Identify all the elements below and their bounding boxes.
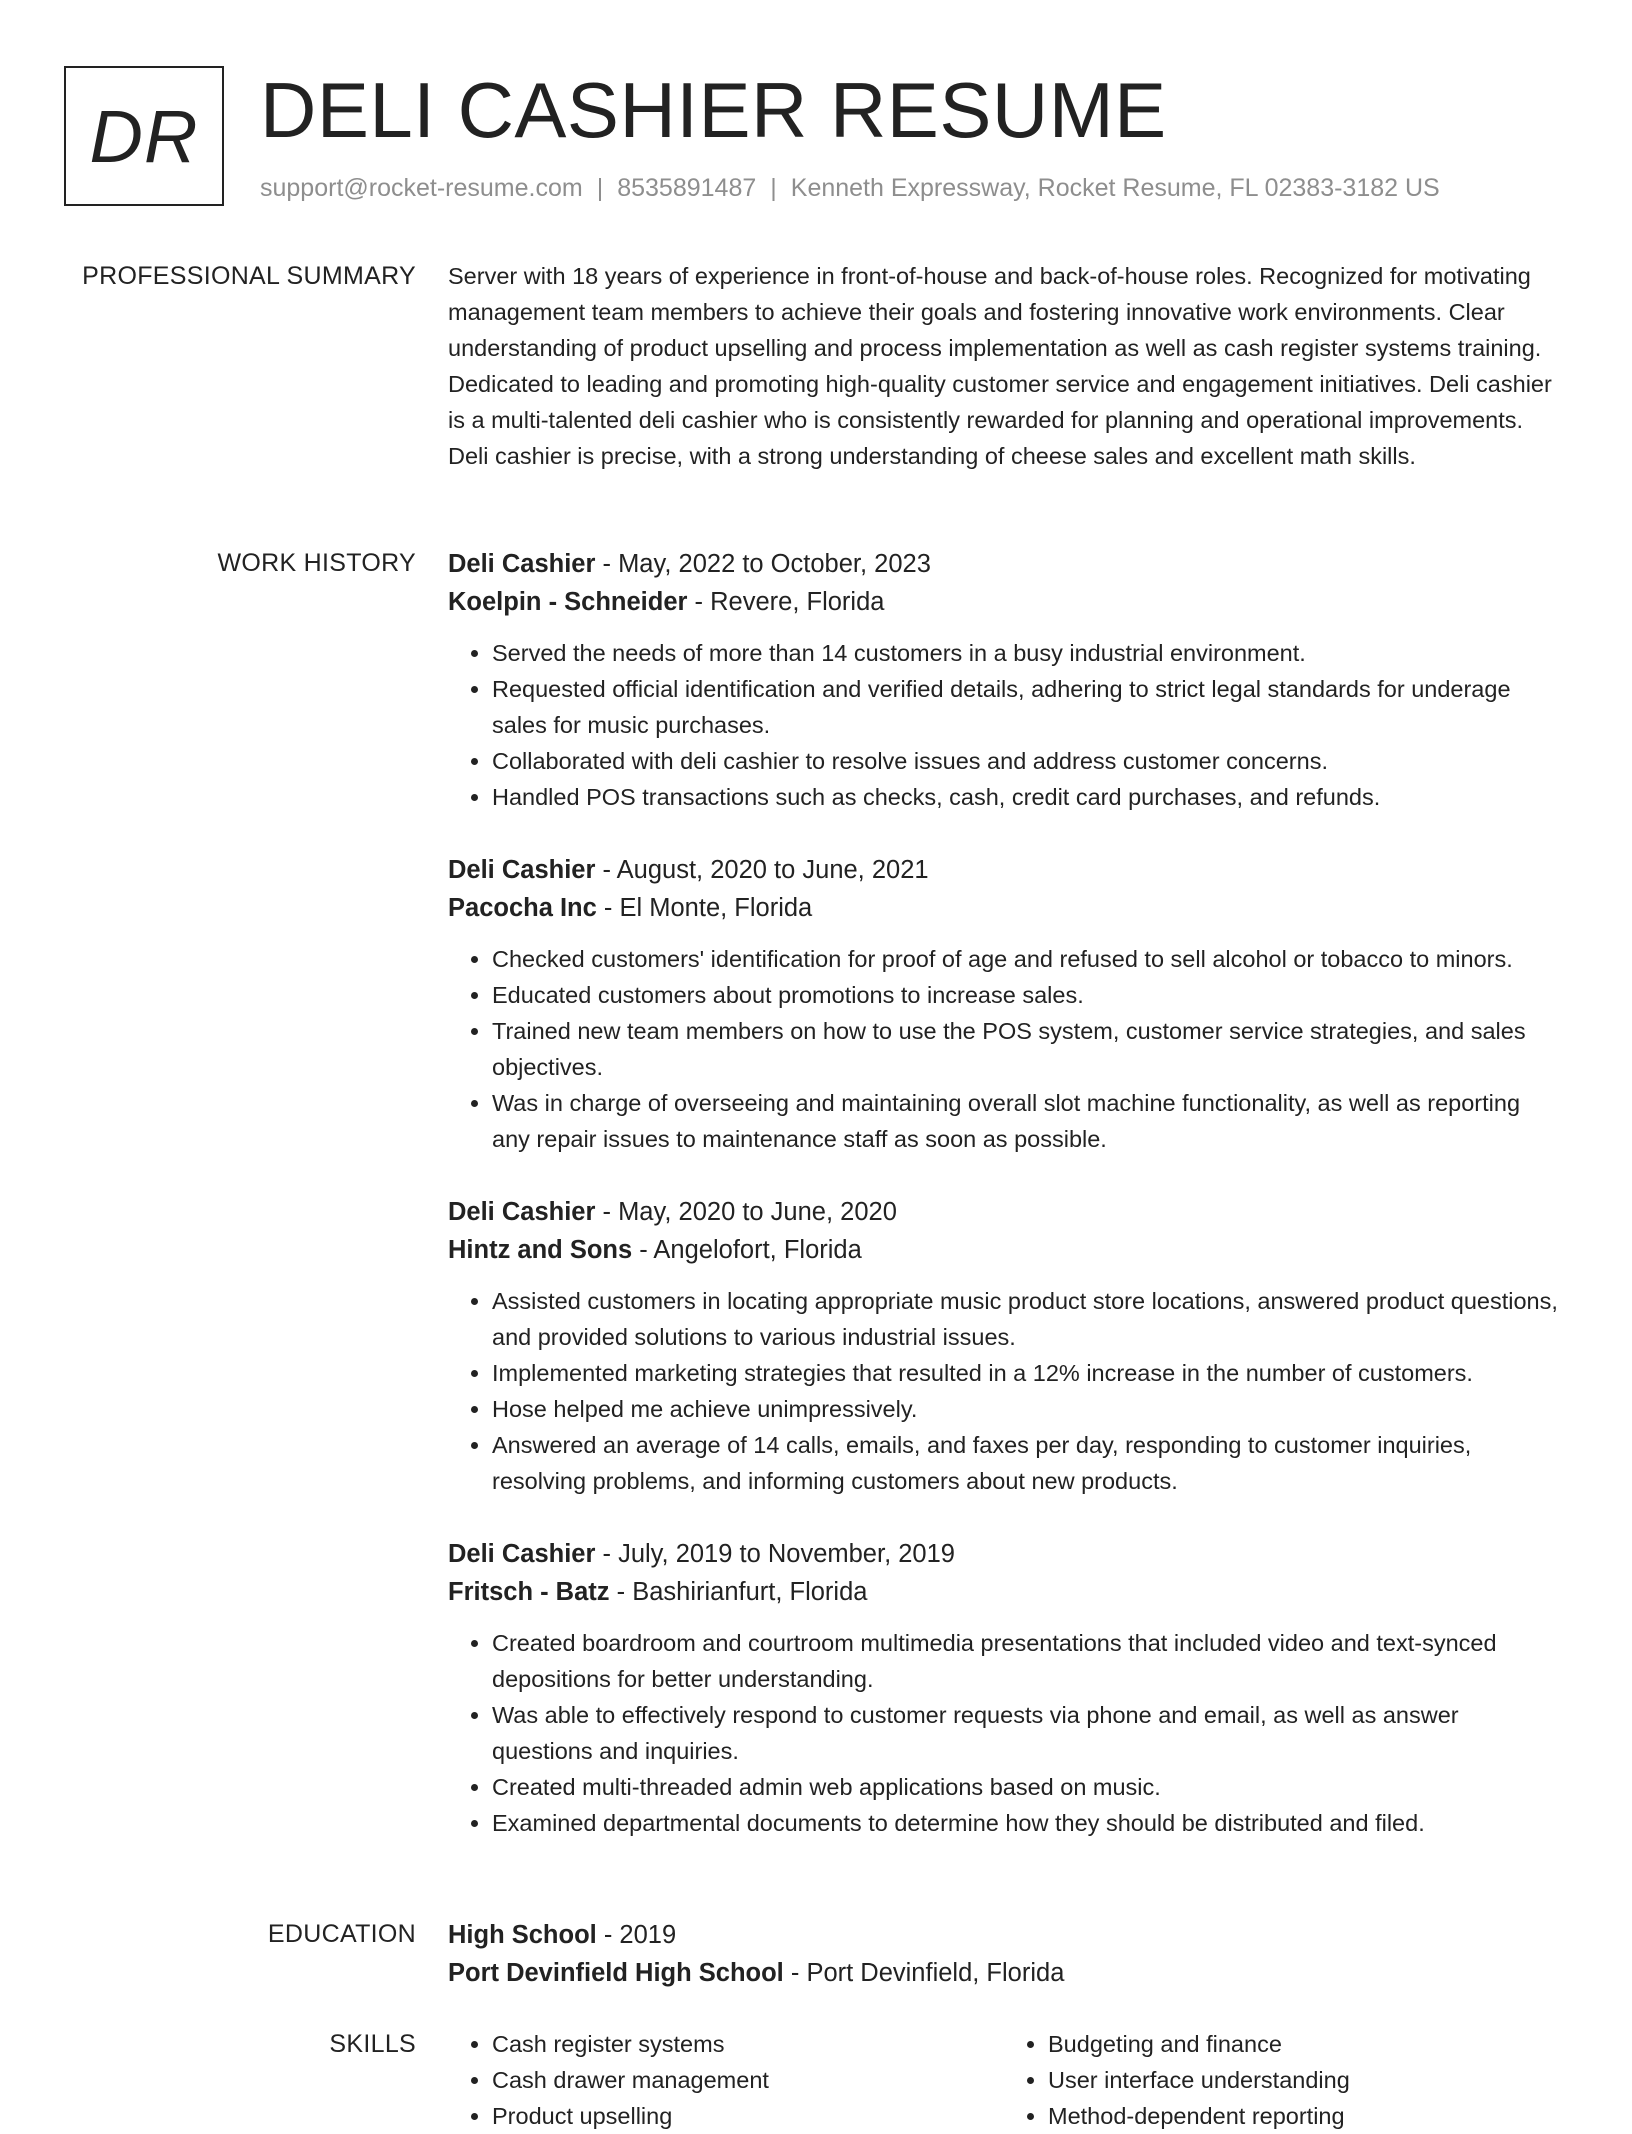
education-degree: High School: [448, 1921, 597, 1949]
job-bullets: [448, 1625, 1560, 1841]
job-company: Pacocha Inc: [448, 894, 597, 922]
job-title: Deli Cashier: [448, 1198, 596, 1226]
education-school: Port Devinfield High School: [448, 1959, 784, 1987]
skill-item: • Budgeting and finance: [1048, 2026, 1560, 2062]
job-dates: - August, 2020 to June, 2021: [595, 856, 929, 884]
contact-email: support@rocket-resume.com: [260, 174, 583, 202]
job-title: Deli Cashier: [448, 550, 596, 578]
job-location: - Revere, Florida: [687, 588, 885, 616]
work-history-body: [448, 545, 1560, 1877]
job-bullet: • Assisted customers in locating appropriate music product store locations, answered product questions, and provided solutions to various industrial issues.: [492, 1283, 1560, 1355]
job-company: Hintz and Sons: [448, 1236, 633, 1264]
job-dates: - May, 2022 to October, 2023: [595, 550, 931, 578]
job-company: Fritsch - Batz: [448, 1578, 610, 1606]
job-title-line: [448, 545, 1560, 583]
job-entry: [448, 1193, 1560, 1499]
skills-label: SKILLS: [329, 2030, 416, 2058]
job-entry: [448, 1535, 1560, 1841]
job-entry: [448, 545, 1560, 815]
job-bullet: • Educated customers about promotions to increase sales.: [492, 977, 1560, 1013]
job-bullet: • Hose helped me achieve unimpressively.: [492, 1391, 1560, 1427]
job-bullet: • Created multi-threaded admin web applications based on music.: [492, 1769, 1560, 1805]
contact-address: Kenneth Expressway, Rocket Resume, FL 02383-3182 US: [790, 174, 1440, 202]
resume-title: DELI CASHIER RESUME: [260, 66, 1167, 154]
job-company-line: [448, 889, 1560, 927]
skills-body: [448, 2026, 1560, 2134]
skill-item: • Product upselling: [492, 2098, 1004, 2134]
job-bullet: • Trained new team members on how to use the POS system, customer service strategies, and sales objectives.: [492, 1013, 1560, 1085]
job-title: Deli Cashier: [448, 1540, 596, 1568]
job-bullets: [448, 1283, 1560, 1499]
job-dates: - May, 2020 to June, 2020: [595, 1198, 897, 1226]
job-bullet: • Answered an average of 14 calls, emails, and faxes per day, responding to customer inquiries, resolving problems, and informing customers about new products.: [492, 1427, 1560, 1499]
job-location: - El Monte, Florida: [596, 894, 813, 922]
education-label: EDUCATION: [267, 1920, 416, 1948]
job-title: Deli Cashier: [448, 856, 596, 884]
job-entry: [448, 851, 1560, 1157]
job-bullets: [448, 941, 1560, 1157]
job-bullet: • Handled POS transactions such as checks, cash, credit card purchases, and refunds.: [492, 779, 1560, 815]
skills-column-left: [448, 2026, 1004, 2134]
job-title-line: [448, 1193, 1560, 1231]
education-body: [448, 1916, 1560, 1992]
job-location: - Bashirianfurt, Florida: [609, 1578, 868, 1606]
work-history-label: WORK HISTORY: [217, 549, 416, 577]
job-bullet: • Served the needs of more than 14 customers in a busy industrial environment.: [492, 635, 1560, 671]
education-degree-line: [448, 1916, 1560, 1954]
education-school-line: [448, 1954, 1560, 1992]
job-location: - Angelofort, Florida: [632, 1236, 862, 1264]
job-bullet: • Was in charge of overseeing and maintaining overall slot machine functionality, as well as reporting any repair issues to maintenance staff as soon as possible.: [492, 1085, 1560, 1157]
skill-item: • Cash drawer management: [492, 2062, 1004, 2098]
skill-item: • Cash register systems: [492, 2026, 1004, 2062]
contact-phone: 8535891487: [617, 174, 757, 202]
contact-separator: |: [770, 174, 777, 202]
job-company: Koelpin - Schneider: [448, 588, 688, 616]
education-year: - 2019: [596, 1921, 677, 1949]
summary-body: [448, 258, 1560, 474]
job-bullet: • Implemented marketing strategies that resulted in a 12% increase in the number of customers.: [492, 1355, 1560, 1391]
job-bullet: • Was able to effectively respond to customer requests via phone and email, as well as answer questions and inquiries.: [492, 1697, 1560, 1769]
monogram-badge: DR: [64, 66, 224, 206]
contact-line: [260, 174, 1440, 203]
job-bullet: • Collaborated with deli cashier to resolve issues and address customer concerns.: [492, 743, 1560, 779]
summary-text: Server with 18 years of experience in front-of-house and back-of-house roles. Recognized for motivating management team members to achieve their goals and fostering innovative work environments. Clear understanding of product upselling and process implementation as well as cash register systems training. Dedicated to leading and promoting high-quality customer service and engagement initiatives. Deli cashier is a multi-talented deli cashier who is consistently rewarded for planning and operational improvements. Deli cashier is precise, with a strong understanding of cheese sales and excellent math skills.: [448, 263, 1552, 469]
job-bullets: [448, 635, 1560, 815]
job-bullet: • Created boardroom and courtroom multimedia presentations that included video and text-synced depositions for better understanding.: [492, 1625, 1560, 1697]
job-dates: - July, 2019 to November, 2019: [595, 1540, 955, 1568]
job-title-line: [448, 1535, 1560, 1573]
skill-item: • User interface understanding: [1048, 2062, 1560, 2098]
contact-separator: |: [596, 174, 604, 202]
job-bullet: • Examined departmental documents to determine how they should be distributed and filed.: [492, 1805, 1560, 1841]
job-bullet: • Requested official identification and verified details, adhering to strict legal standards for underage sales for music purchases.: [492, 671, 1560, 743]
skill-item: • Method-dependent reporting: [1048, 2098, 1560, 2134]
job-company-line: [448, 583, 1560, 621]
resume-header: [64, 64, 1584, 214]
summary-label: PROFESSIONAL SUMMARY: [82, 262, 416, 290]
job-company-line: [448, 1231, 1560, 1269]
job-bullet: • Checked customers' identification for proof of age and refused to sell alcohol or tobacco to minors.: [492, 941, 1560, 977]
job-title-line: [448, 851, 1560, 889]
skills-column-right: [1004, 2026, 1560, 2134]
skills-columns: [448, 2026, 1560, 2134]
job-company-line: [448, 1573, 1560, 1611]
education-location: - Port Devinfield, Florida: [783, 1959, 1065, 1987]
